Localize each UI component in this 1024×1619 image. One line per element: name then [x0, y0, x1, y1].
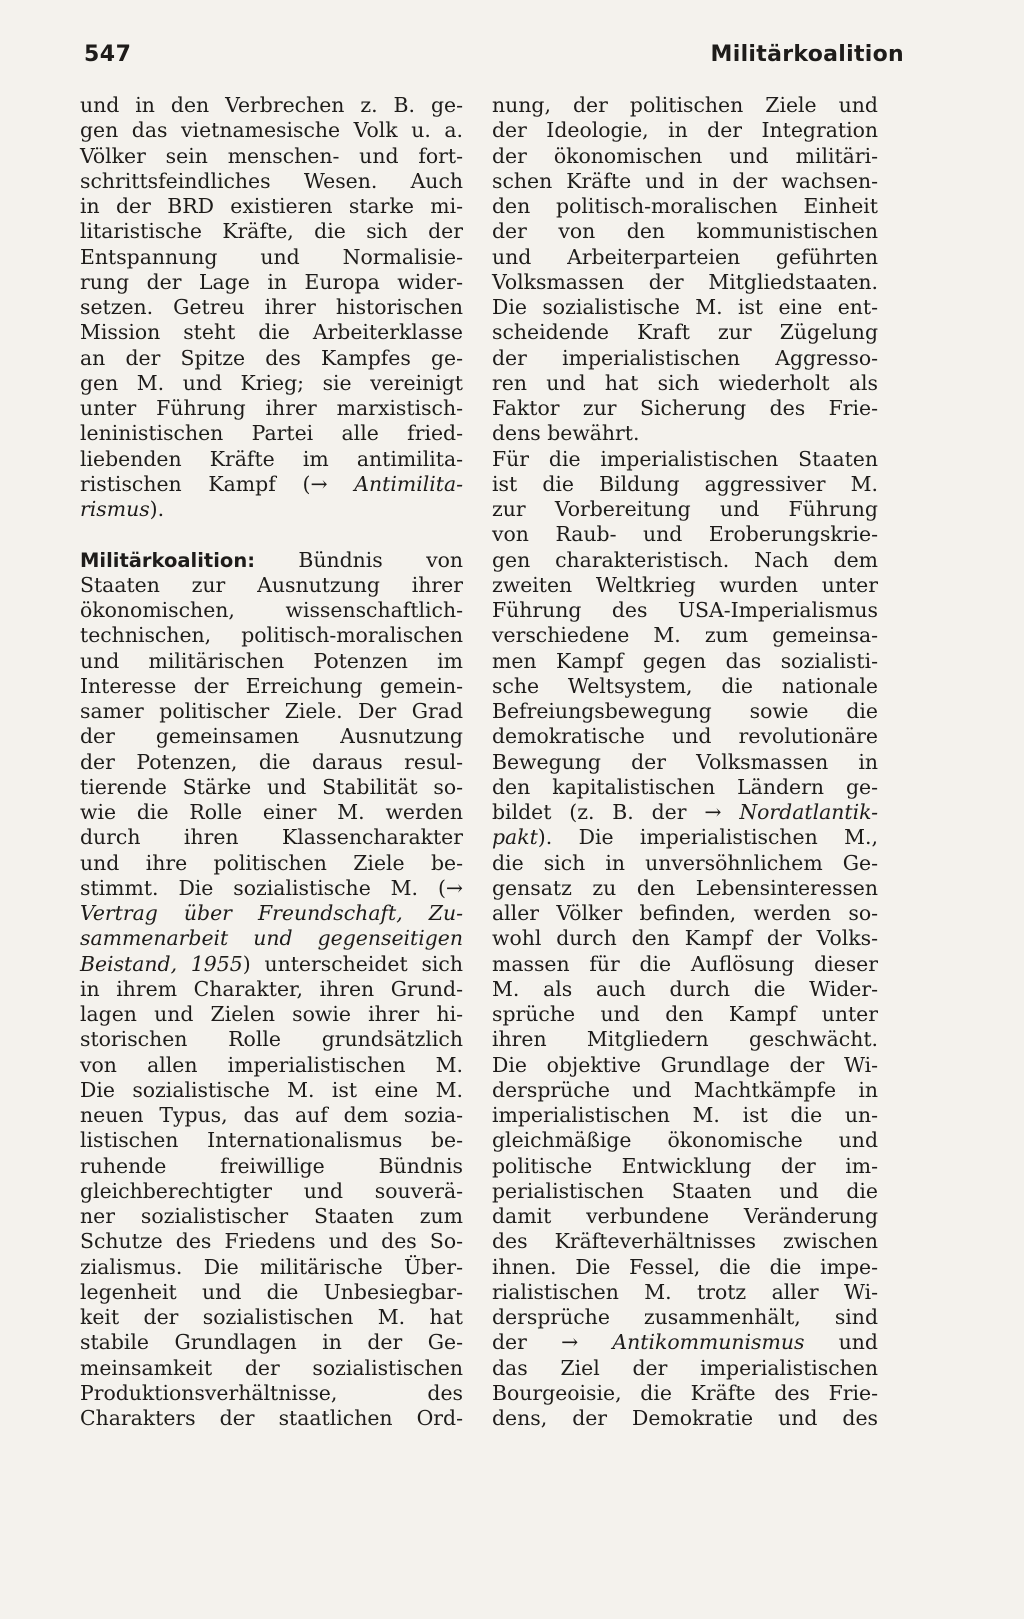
text-line: [492, 421, 878, 446]
text-line: [492, 169, 878, 194]
line-text: ruhende freiwillige Bündnis: [80, 1153, 463, 1178]
line-text: aller Völker befinden, werden so-: [492, 901, 878, 925]
line-text: dens bewährt.: [492, 421, 640, 446]
line-text: wohl durch den Kampf der Volks-: [492, 926, 878, 951]
line-text: gen charakteristisch. Nach dem: [492, 547, 878, 572]
line-text: scheidende Kraft zur Zügelung: [492, 320, 878, 345]
line-text: an der Spitze des Kampfes ge-: [80, 345, 463, 370]
text-line: [80, 1103, 463, 1128]
text-line: [492, 977, 878, 1002]
line-text: legenheit und die Unbesiegbar-: [80, 1279, 463, 1304]
text-line: [80, 901, 463, 926]
text-line: [80, 245, 463, 270]
text-line: [492, 548, 878, 573]
line-text: der Ideologie, in der Integration: [492, 118, 878, 143]
text-line: [492, 901, 878, 926]
cross-reference-italic: sammenarbeit und gegenseitigen: [80, 926, 463, 951]
line-text: den kapitalistischen Ländern ge-: [492, 774, 878, 799]
line-text: und Arbeiterparteien geführten: [492, 244, 878, 269]
line-text: perialistischen Staaten und die: [492, 1178, 878, 1203]
line-text: Bewegung der Volksmassen in: [492, 749, 878, 774]
text-line: [80, 623, 463, 648]
text-line: [492, 270, 878, 295]
cross-reference-italic: Vertrag über Freundschaft, Zu-: [80, 901, 463, 925]
line-text: ).: [149, 497, 165, 521]
text-line: [492, 1154, 878, 1179]
line-text: meinsamkeit der sozialistischen: [80, 1355, 463, 1380]
text-line: [492, 1103, 878, 1128]
text-line: [80, 1305, 463, 1330]
line-text: in der BRD existieren starke mi-: [80, 194, 463, 218]
line-text: schen Kräfte und in der wachsen-: [492, 168, 878, 193]
text-line: [80, 1027, 463, 1052]
line-text: der ökonomischen und militäri-: [492, 143, 878, 168]
text-line: [80, 825, 463, 850]
line-text: nung, der politischen Ziele und: [492, 93, 878, 117]
text-line: [80, 775, 463, 800]
line-text: gen M. und Krieg; sie vereinigt: [80, 370, 463, 395]
text-line: [492, 144, 878, 169]
text-line: [492, 952, 878, 977]
text-line: [492, 472, 878, 497]
line-text: der →: [492, 1330, 613, 1355]
text-line: [80, 169, 463, 194]
text-line: [492, 245, 878, 270]
line-text: rialistischen M. trotz aller Wi-: [492, 1279, 878, 1304]
text-line: [492, 522, 878, 547]
line-text: gleichberechtigter und souverä-: [80, 1178, 463, 1203]
text-line: [80, 598, 463, 623]
text-line: [80, 926, 463, 951]
text-line: [80, 1002, 463, 1027]
text-line: [492, 1255, 878, 1280]
line-text: der Potenzen, die daraus resul-: [80, 749, 463, 774]
text-line: [492, 346, 878, 371]
line-text: keit der sozialistischen M. hat: [80, 1305, 463, 1329]
line-text: lagen und Zielen sowie ihrer hi-: [80, 1002, 463, 1026]
line-text: und: [804, 1330, 878, 1355]
text-line: [492, 396, 878, 421]
line-text: und militärischen Potenzen im: [80, 648, 463, 673]
text-line: [80, 876, 463, 901]
line-text: Befreiungsbewegung sowie die: [492, 699, 878, 723]
line-text: den politisch-moralischen Einheit: [492, 194, 878, 218]
entry-headword: Militärkoalition:: [80, 548, 256, 572]
text-line: [80, 497, 463, 522]
cross-reference-italic: pakt: [492, 825, 538, 850]
line-text: Die objektive Grundlage der Wi-: [492, 1052, 878, 1077]
line-text: dersprüche zusammenhält, sind: [492, 1305, 878, 1329]
line-text: des Kräfteverhältnisses zwischen: [492, 1229, 878, 1254]
text-line: [492, 800, 878, 825]
text-line: [492, 371, 878, 396]
paragraph-gap: [80, 522, 463, 547]
text-line: [492, 598, 878, 623]
text-line: [492, 447, 878, 472]
line-text: sprüche und den Kampf unter: [492, 1002, 878, 1026]
text-line: [80, 472, 463, 497]
text-line: [492, 775, 878, 800]
line-text: Volksmassen der Mitgliedstaaten.: [492, 269, 878, 294]
line-text: massen für die Auflösung dieser: [492, 951, 878, 976]
line-text: Interesse der Erreichung gemein-: [80, 673, 463, 698]
text-line: [492, 649, 878, 674]
text-line: [80, 144, 463, 169]
line-text: gensatz zu den Lebensinteressen: [492, 875, 878, 900]
running-head: Militärkoalition: [710, 42, 904, 67]
right-text-block: [492, 93, 878, 1431]
line-text: von allen imperialistischen M.: [80, 1052, 463, 1077]
line-text: und ihre politischen Ziele be-: [80, 850, 463, 875]
cross-reference-italic: Beistand, 1955: [80, 951, 243, 976]
text-line: [492, 93, 878, 118]
text-line: [80, 396, 463, 421]
text-line: [492, 750, 878, 775]
cross-reference-italic: Nordatlantik-: [739, 800, 878, 824]
line-text: ökonomischen, wissenschaftlich-: [80, 598, 463, 622]
text-line: [80, 750, 463, 775]
text-line: [80, 1179, 463, 1204]
line-text: in ihrem Charakter, ihren Grund-: [80, 976, 463, 1001]
entry-first-line-text: Bündnis von: [255, 547, 463, 572]
text-line: [80, 1330, 463, 1355]
line-text: politische Entwicklung der im-: [492, 1153, 878, 1178]
line-text: gen das vietnamesische Volk u. a.: [80, 118, 463, 143]
text-line: [80, 952, 463, 977]
text-line: [80, 724, 463, 749]
text-line: [80, 573, 463, 598]
line-text: ist die Bildung aggressiver M.: [492, 471, 878, 496]
text-line: [80, 1381, 463, 1406]
line-text: Für die imperialistischen Staaten: [492, 446, 878, 471]
line-text: leninistischen Partei alle fried-: [80, 421, 463, 446]
text-line: [492, 1027, 878, 1052]
text-line: [492, 1053, 878, 1078]
text-line: [80, 1204, 463, 1229]
line-text: ihnen. Die Fessel, die die impe-: [492, 1254, 878, 1279]
line-text: Produktionsverhältnisse, des: [80, 1380, 463, 1405]
text-line: [492, 1002, 878, 1027]
line-text: gleichmäßige ökonomische und: [492, 1128, 878, 1153]
text-line: [492, 1406, 878, 1431]
text-line: [492, 699, 878, 724]
text-line: [492, 1381, 878, 1406]
text-line: [80, 1154, 463, 1179]
text-line: [80, 295, 463, 320]
text-line: [80, 194, 463, 219]
line-text: durch ihren Klassencharakter: [80, 825, 463, 850]
page-number: 547: [84, 42, 132, 67]
line-text: dersprüche und Machtkämpfe in: [492, 1077, 878, 1102]
line-text: ihren Mitgliedern geschwächt.: [492, 1027, 878, 1052]
line-text: schrittsfeindliches Wesen. Auch: [80, 168, 463, 193]
cross-reference-italic: rismus: [80, 497, 150, 521]
text-line: [492, 1128, 878, 1153]
line-text: technischen, politisch-moralischen: [80, 623, 463, 648]
line-text: damit verbundene Veränderung: [492, 1204, 878, 1228]
left-column: [80, 93, 463, 1431]
line-text: zweiten Weltkrieg wurden unter: [492, 572, 878, 597]
line-text: Charakters der staatlichen Ord-: [80, 1406, 463, 1430]
line-text: listischen Internationalismus be-: [80, 1128, 463, 1153]
text-line: [80, 699, 463, 724]
text-line: [80, 1053, 463, 1078]
line-text: stabile Grundlagen in der Ge-: [80, 1330, 463, 1355]
line-text: der imperialistischen Aggresso-: [492, 345, 878, 370]
text-line: [80, 219, 463, 244]
line-text: unter Führung ihrer marxistisch-: [80, 396, 463, 420]
line-text: ner sozialistischer Staaten zum: [80, 1204, 463, 1228]
text-line: [492, 623, 878, 648]
text-line: [492, 724, 878, 749]
text-line: [80, 320, 463, 345]
line-text: ren und hat sich wiederholt als: [492, 370, 878, 395]
text-line: [492, 1330, 878, 1355]
text-line: [80, 270, 463, 295]
text-line: [80, 649, 463, 674]
text-line: [492, 497, 878, 522]
line-text: neuen Typus, das auf dem sozia-: [80, 1103, 463, 1127]
line-text: Faktor zur Sicherung des Frie-: [492, 396, 878, 420]
text-line: [80, 1229, 463, 1254]
text-line: [80, 977, 463, 1002]
right-column: [492, 93, 878, 1431]
text-line: [80, 93, 463, 118]
line-text: Bourgeoisie, die Kräfte des Frie-: [492, 1380, 878, 1405]
text-line: [80, 800, 463, 825]
entry-first-line: [80, 548, 463, 573]
text-line: [492, 851, 878, 876]
text-line: [492, 118, 878, 143]
line-text: bildet (z. B. der →: [492, 800, 740, 824]
line-text: litaristische Kräfte, die sich der: [80, 219, 463, 244]
text-line: [80, 346, 463, 371]
line-text: ristischen Kampf (→: [80, 471, 355, 496]
continued-text-block: [80, 93, 463, 522]
line-text: zialismus. Die militärische Über-: [80, 1254, 463, 1279]
line-text: Staaten zur Ausnutzung ihrer: [80, 572, 463, 597]
line-text: samer politischer Ziele. Der Grad: [80, 699, 463, 723]
text-line: [492, 573, 878, 598]
text-line: [492, 876, 878, 901]
line-text: Mission steht die Arbeiterklasse: [80, 320, 463, 345]
line-text: Die sozialistische M. ist eine ent-: [492, 295, 878, 319]
text-line: [80, 1356, 463, 1381]
line-text: und in den Verbrechen z. B. ge-: [80, 93, 463, 117]
line-text: ) unterscheidet sich: [242, 951, 463, 976]
text-line: [492, 320, 878, 345]
text-line: [492, 1229, 878, 1254]
text-line: [80, 421, 463, 446]
line-text: die sich in unversöhnlichem Ge-: [492, 850, 878, 875]
text-line: [492, 194, 878, 219]
line-text: von Raub- und Eroberungskrie-: [492, 522, 878, 547]
text-line: [492, 295, 878, 320]
cross-reference-italic: Antikommunismus: [612, 1330, 805, 1355]
line-text: demokratische und revolutionäre: [492, 724, 878, 749]
entry-text-block: [80, 573, 463, 1432]
line-text: tierende Stärke und Stabilität so-: [80, 774, 463, 799]
line-text: sche Weltsystem, die nationale: [492, 673, 878, 698]
text-line: [80, 118, 463, 143]
text-line: [80, 674, 463, 699]
line-text: dens, der Demokratie und des: [492, 1406, 878, 1430]
text-line: [492, 1356, 878, 1381]
text-line: [492, 219, 878, 244]
text-line: [492, 926, 878, 951]
line-text: verschiedene M. zum gemeinsa-: [492, 623, 878, 648]
line-text: Führung des USA-Imperialismus: [492, 598, 878, 622]
line-text: Die sozialistische M. ist eine M.: [80, 1077, 463, 1102]
line-text: wie die Rolle einer M. werden: [80, 800, 463, 824]
line-text: der gemeinsamen Ausnutzung: [80, 724, 463, 749]
line-text: zur Vorbereitung und Führung: [492, 497, 878, 521]
text-line: [492, 1280, 878, 1305]
line-text: Entspannung und Normalisie-: [80, 244, 463, 269]
text-line: [492, 1305, 878, 1330]
text-line: [80, 1078, 463, 1103]
text-line: [80, 851, 463, 876]
line-text: stimmt. Die sozialistische M. (→: [80, 875, 463, 900]
text-line: [492, 1179, 878, 1204]
line-text: ). Die imperialistischen M.,: [537, 825, 878, 850]
text-line: [80, 1128, 463, 1153]
line-text: Völker sein menschen- und fort-: [80, 143, 463, 168]
text-line: [492, 1204, 878, 1229]
text-line: [80, 447, 463, 472]
line-text: storischen Rolle grundsätzlich: [80, 1027, 463, 1052]
line-text: der von den kommunistischen: [492, 219, 878, 244]
cross-reference-italic: Antimilita-: [354, 471, 463, 496]
text-line: [492, 674, 878, 699]
line-text: Schutze des Friedens und des So-: [80, 1229, 463, 1254]
line-text: liebenden Kräfte im antimilita-: [80, 446, 463, 471]
line-text: men Kampf gegen das sozialisti-: [492, 648, 878, 673]
text-line: [492, 825, 878, 850]
line-text: imperialistischen M. ist die un-: [492, 1103, 878, 1127]
text-line: [492, 1078, 878, 1103]
line-text: M. als auch durch die Wider-: [492, 976, 878, 1001]
text-line: [80, 1280, 463, 1305]
line-text: setzen. Getreu ihrer historischen: [80, 295, 463, 319]
text-line: [80, 1406, 463, 1431]
text-line: [80, 371, 463, 396]
text-line: [80, 1255, 463, 1280]
line-text: das Ziel der imperialistischen: [492, 1355, 878, 1380]
line-text: rung der Lage in Europa wider-: [80, 269, 463, 294]
